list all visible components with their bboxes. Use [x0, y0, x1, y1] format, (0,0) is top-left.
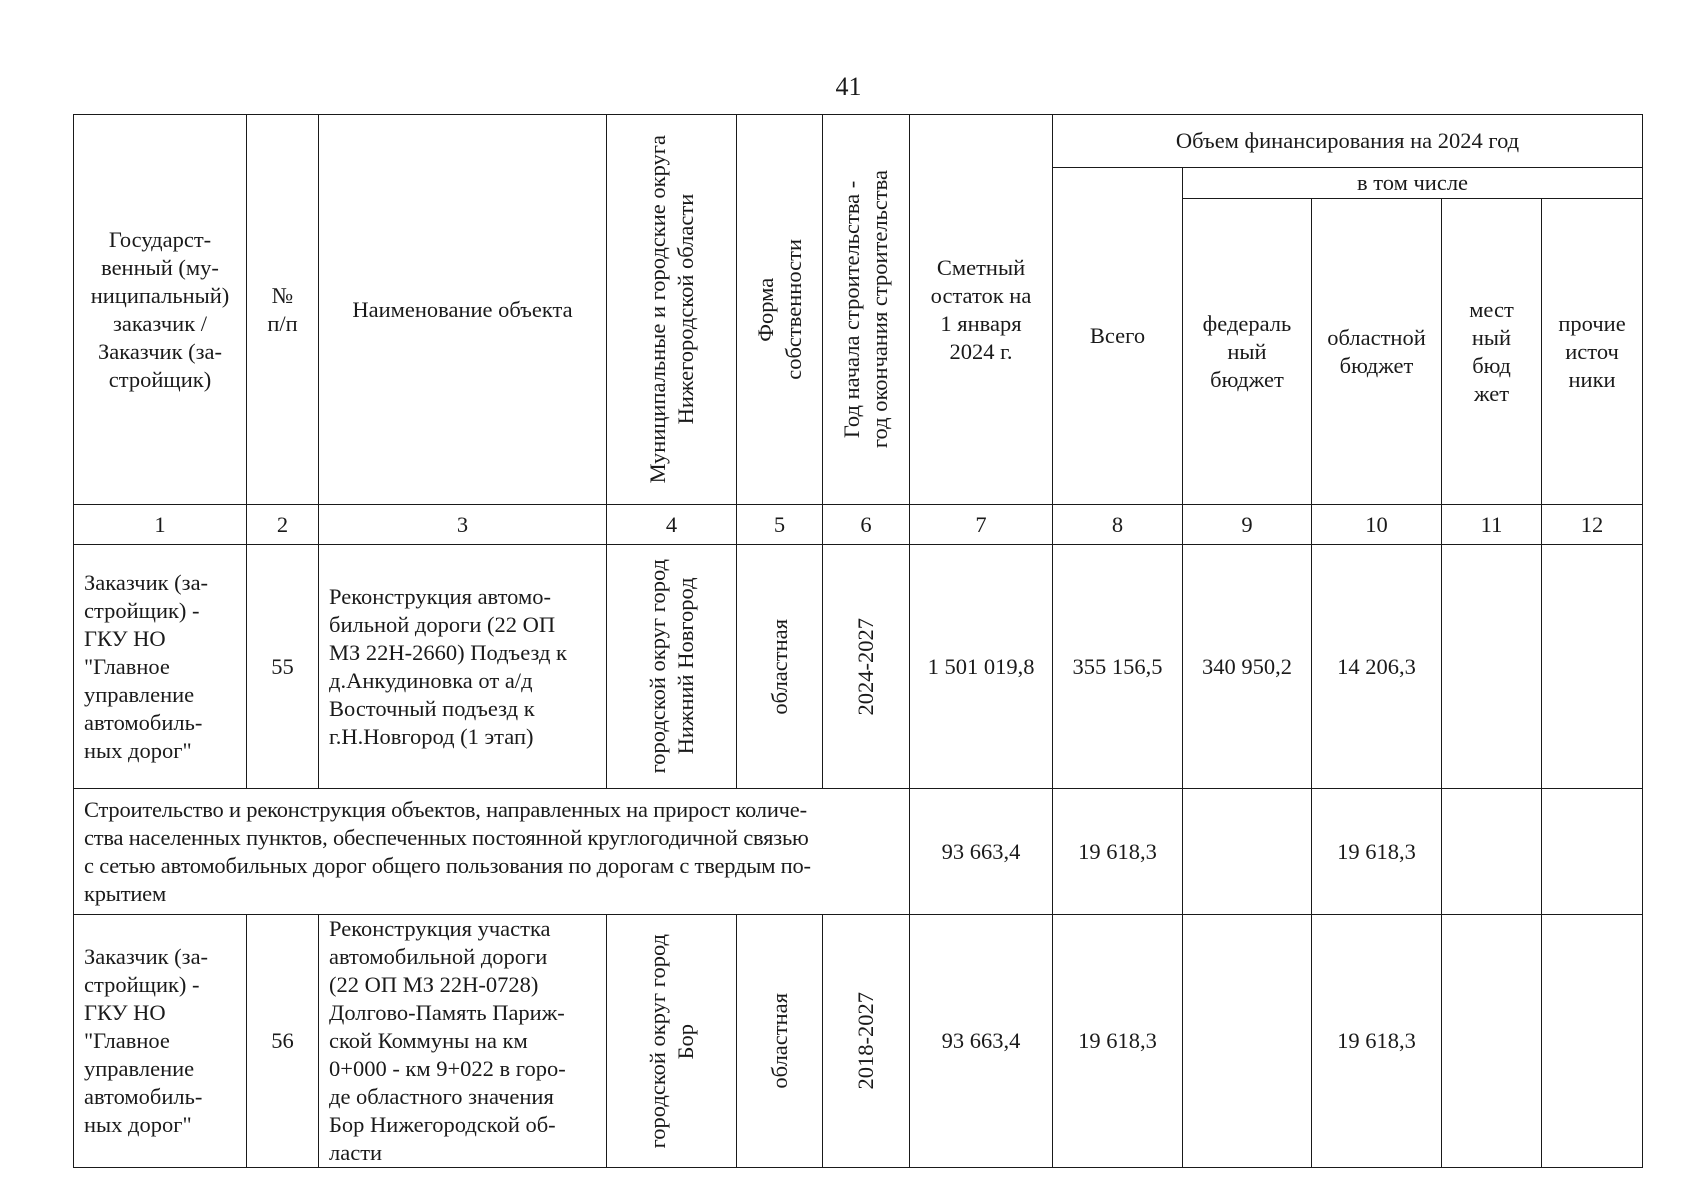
col-number: 7 — [910, 505, 1053, 545]
col-number: 4 — [607, 505, 737, 545]
section-local — [1442, 789, 1542, 915]
col-number: 9 — [1183, 505, 1312, 545]
row-federal — [1183, 915, 1312, 1168]
row-local — [1442, 915, 1542, 1168]
row-ownership: областная — [766, 993, 792, 1089]
table-row — [74, 915, 1643, 1168]
row-years: 2024-2027 — [853, 617, 878, 716]
col-number: 1 — [74, 505, 247, 545]
row-ownership-cell — [737, 545, 823, 789]
section-other — [1542, 789, 1643, 915]
row-municipality-cell — [607, 545, 737, 789]
section-estimate: 93 663,4 — [910, 789, 1053, 915]
page-number: 41 — [835, 72, 862, 101]
header-federal: федераль ный бюджет — [1183, 199, 1312, 505]
row-regional: 19 618,3 — [1312, 915, 1442, 1168]
header-municipality: Муниципальные и городские округа Нижегородской области — [644, 135, 698, 484]
row-years: 2018-2027 — [853, 992, 878, 1090]
row-other — [1542, 545, 1643, 789]
col-number: 5 — [737, 505, 823, 545]
col-number: 11 — [1442, 505, 1542, 545]
col-number: 10 — [1312, 505, 1442, 545]
row-customer: Заказчик (за- стройщик) - ГКУ НО "Главное управление автомобиль- ных дорог" — [74, 915, 247, 1168]
section-total: 19 618,3 — [1053, 789, 1183, 915]
header-object-name: Наименование объекта — [319, 115, 607, 505]
financing-table — [73, 114, 1643, 1168]
row-num: 55 — [247, 545, 319, 789]
col-number: 12 — [1542, 505, 1643, 545]
col-number: 6 — [823, 505, 910, 545]
header-years-cell — [823, 115, 910, 505]
section-row — [74, 789, 1643, 915]
row-object-name: Реконструкция участка автомобильной дороги (22 ОП МЗ 22Н-0728) Долгово-Память Париж- ской Коммуны на км 0+000 - км 9+022 в горо- де областного значения Бор Нижегородской об- ласти — [319, 915, 607, 1168]
row-regional: 14 206,3 — [1312, 545, 1442, 789]
row-total: 19 618,3 — [1053, 915, 1183, 1168]
header-estimate: Сметный остаток на 1 января 2024 г. — [910, 115, 1053, 505]
section-title: Строительство и реконструкция объектов, направленных на прирост количе- ства населенных пунктов, обеспеченных постоянной круглогодичной связью с сетью автомобильных дорог общего пользования по дорогам с твердым по- крытием — [74, 789, 910, 915]
header-other: прочие источ ники — [1542, 199, 1643, 505]
row-customer: Заказчик (за- стройщик) - ГКУ НО "Главное управление автомобиль- ных дорог" — [74, 545, 247, 789]
header-customer: Государст- венный (му- ниципальный) заказчик / Заказчик (за- стройщик) — [74, 115, 247, 505]
row-other — [1542, 915, 1643, 1168]
header-years: Год начала строительства - год окончания строительства — [839, 170, 892, 449]
header-total: Всего — [1053, 168, 1183, 505]
header-funding-group: Объем финансирования на 2024 год — [1053, 115, 1643, 168]
column-number-row — [74, 505, 1643, 545]
section-regional: 19 618,3 — [1312, 789, 1442, 915]
header-row-1 — [74, 115, 1643, 168]
header-regional: областной бюджет — [1312, 199, 1442, 505]
row-municipality: городской округ город Нижний Новгород — [644, 559, 698, 774]
header-ownership: Форма собственности — [752, 239, 806, 380]
header-ownership-cell — [737, 115, 823, 505]
header-municipality-cell — [607, 115, 737, 505]
row-local — [1442, 545, 1542, 789]
col-number: 8 — [1053, 505, 1183, 545]
header-local: мест ный бюд жет — [1442, 199, 1542, 505]
row-ownership-cell — [737, 915, 823, 1168]
row-num: 56 — [247, 915, 319, 1168]
row-ownership: областная — [766, 618, 792, 715]
row-total: 355 156,5 — [1053, 545, 1183, 789]
row-years-cell — [823, 915, 910, 1168]
row-estimate: 1 501 019,8 — [910, 545, 1053, 789]
row-years-cell — [823, 545, 910, 789]
col-number: 3 — [319, 505, 607, 545]
row-federal: 340 950,2 — [1183, 545, 1312, 789]
section-federal — [1183, 789, 1312, 915]
row-estimate: 93 663,4 — [910, 915, 1053, 1168]
row-municipality-cell — [607, 915, 737, 1168]
row-object-name: Реконструкция автомо- бильной дороги (22 ОП МЗ 22Н-2660) Подъезд к д.Анкудиновка от а/д Восточный подъезд к г.Н.Новгород (1 этап) — [319, 545, 607, 789]
col-number: 2 — [247, 505, 319, 545]
header-including: в том числе — [1183, 168, 1643, 199]
row-municipality: городской округ город Бор — [644, 933, 698, 1149]
table-row — [74, 545, 1643, 789]
header-num: № п/п — [247, 115, 319, 505]
